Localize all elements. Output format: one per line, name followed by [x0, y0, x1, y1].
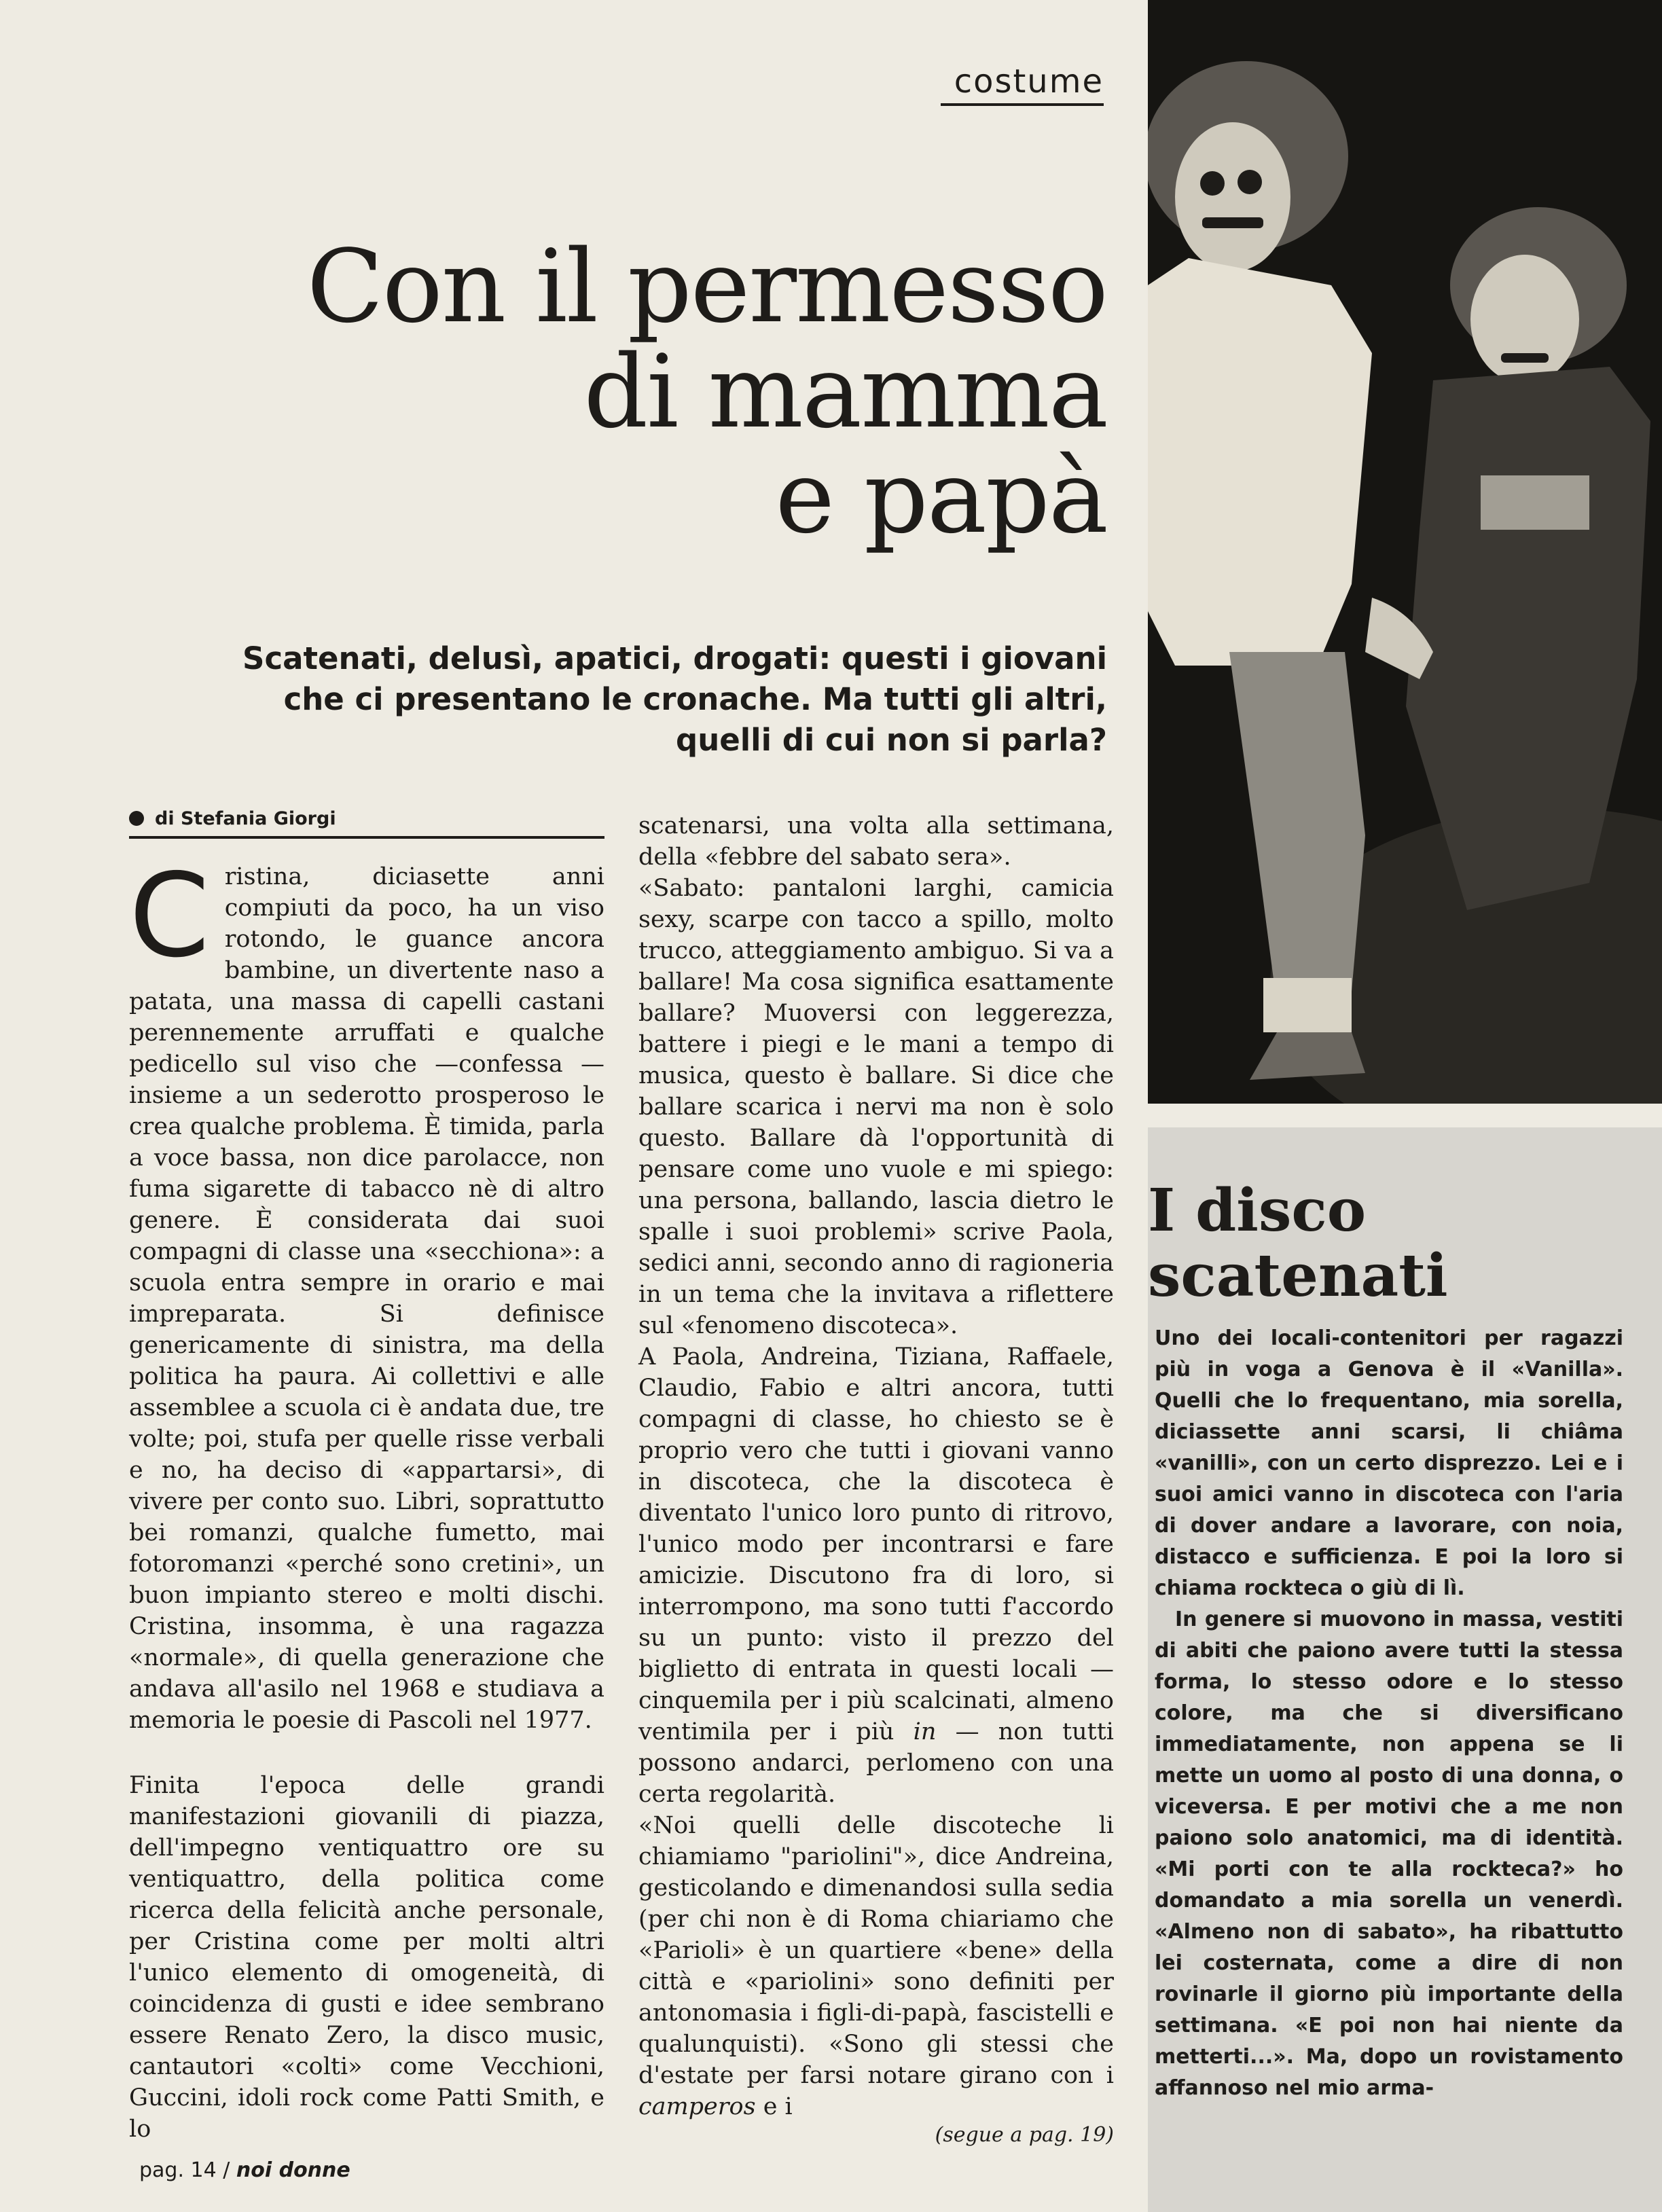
- headline-line: di mamma: [583, 333, 1107, 450]
- headline-line: Con il permesso: [306, 228, 1107, 345]
- author-name: di Stefania Giorgi: [155, 808, 336, 829]
- sidebar-paragraph: In genere si muovono in massa, vestiti di abiti che paiono avere tutti la stessa forma, lo stesso odore e lo stesso colore, ma che si diversificano immediatamente, non appena se li mette un uomo al posto di una donna, o viceversa. E per motivi che a me non paiono solo anatomici, ma di identità. «Mi porti con te alla rockteca?» ho domandato a mia sorella un venerdì. «Almeno non di sabato», ha ribattutto lei costernata, come a dire di non rovinarle il giorno più importante della settimana. «E poi non hai niente da metterti...». Ma, dopo un rovistamento affannoso nel mio arma-: [1155, 1608, 1623, 2100]
- article-paragraph: «Sabato: pantaloni larghi, camicia sexy, scarpe con tacco a spillo, molto trucco, atteggiamento ambiguo. Si va a ballare! Ma cosa significa esattamente ballare? Muoversi con leggerezza, battere i piegi e le mani a tempo di musica, questo è ballare. Si dice che ballare scarica i nervi ma non è solo questo. Ballare dà l'opportunità di pensare come uno vuole e mi spiego: una persona, ballando, lascia dietro le spalle i suoi problemi» scrive Paola, sedici anni, secondo anno di ragioneria in un tema che la invitava a riflettere sul «fenomeno discoteca».: [638, 875, 1114, 1339]
- sidebar-text: [1155, 1323, 1623, 2104]
- sidebar-paragraph: Uno dei locali-contenitori per ragazzi più in voga a Genova è il «Vanilla». Quelli che lo frequentano, mia sorella, diciassette anni scarsi, li chiâma «vanilli», con un certo disprezzo. Lei e i suoi amici vanno in discoteca con l'aria di dover andare a lavorare, con noia, distacco e sufficienza. E poi la loro si chiama rockteca o giù di lì.: [1155, 1326, 1623, 1600]
- article-paragraph: Finita l'epoca delle grandi manifestazioni giovanili di piazza, dell'impegno ventiquattro ore su ventiquattro, della politica come ricerca della felicità anche personale, per Cristina come per molti altri l'unico elemento di omogeneità, di coincidenza di gusti e idee sembrano essere Renato Zero, la disco music, cantautori «colti» come Vecchioni, Guccini, idoli rock come Patti Smith, e lo: [129, 1772, 604, 2143]
- shirt-shape: [1148, 258, 1372, 666]
- article-column-2: [638, 810, 1114, 2122]
- photo-illustration: [1148, 0, 1662, 1104]
- article-paragraph: Cristina, diciasette anni compiuti da poco, ha un viso rotondo, le guance ancora bambine, un divertente naso a patata, una massa di capelli castani perennemente arruffati e qualche pedicello sul viso che —confessa — insieme a un sederotto prosperoso le crea qualche problema. È timida, parla a voce bassa, non dice parolacce, non fuma sigarette di tabacco nè di altro genere. È considerata dai suoi compagni di classe una «secchiona»: a scuola entra sempre in orario e mai impreparata. Si definisce genericamente di sinistra, ma della politica ha paura. Ai collettivi e alle assemblee a scuola ci è andata due, tre volte; poi, stufa per quelle risse verbali e no, ha deciso di «appartarsi», di vivere per conto suo. Libri, soprattutto bei romanzi, qualche fumetto, mai fotoromanzi «perché sono cretini», un buon impianto stereo e molti dischi. Cristina, insomma, è una ragazza «normale», di quella generazione che andava all'asilo nel 1968 e studiava a memoria le poesie di Pascoli nel 1977.: [129, 849, 604, 1734]
- drop-cap: C: [129, 849, 210, 983]
- headline-line: e papà: [775, 439, 1107, 556]
- sidebar-title-line: scatenati: [1148, 1241, 1448, 1310]
- subtitle-line: quelli di cui non si parla?: [675, 722, 1107, 758]
- sidebar-title: [1148, 1178, 1448, 1309]
- byline: [129, 808, 604, 839]
- magazine-name: noi donne: [236, 2158, 350, 2182]
- headline: [102, 228, 1107, 556]
- article-paragraph: scatenarsi, una volta alla settimana, della «febbre del sabato sera».: [638, 812, 1114, 871]
- page-footer: [139, 2158, 350, 2182]
- article-paragraph: «Noi quelli delle discoteche li chiamiamo "pariolini"», dice Andreina, gesticolando e dimenandosi sulla sedia (per chi non è di Roma chiariamo che «Parioli» è un quartiere «bene» della città e «pariolini» sono definiti per antonomasia i figli-di-papà, fascistelli e qualunquisti). «Sono gli stessi che d'estate per farsi notare girano con i camperos e i: [638, 1812, 1114, 2120]
- page-number: pag. 14 /: [139, 2158, 230, 2182]
- article-column-1: [129, 849, 604, 2145]
- article-paragraph: A Paola, Andreina, Tiziana, Raffaele, Claudio, Fabio e altri ancora, tutti compagni di classe, ho chiesto se è proprio vero che tutti i giovani vanno in discoteca, che la discoteca è diventato l'unico loro punto di ritrovo, l'unico modo per incontrarsi e fare amicizie. Discutono fra di loro, si interrompono, ma sono tutti f'accordo su un punto: visto il prezzo del biglietto di entrata in questi locali — cinquemila per i più scalcinati, almeno ventimila per i più in — non tutti possono andarci, perlomeno con una certa regolarità.: [638, 1343, 1114, 1808]
- bullet-icon: [129, 811, 144, 826]
- subtitle-line: Scatenati, delusì, apatici, drogati: questi i giovani: [242, 640, 1107, 676]
- section-label: costume: [941, 62, 1104, 106]
- subtitle-line: che ci presentano le cronache. Ma tutti gli altri,: [283, 681, 1107, 717]
- dancing-couple-photo: [1148, 0, 1662, 1104]
- continued-note: (segue a pag. 19): [935, 2123, 1114, 2147]
- subtitle: [231, 638, 1107, 761]
- sidebar-title-line: I disco: [1148, 1176, 1367, 1245]
